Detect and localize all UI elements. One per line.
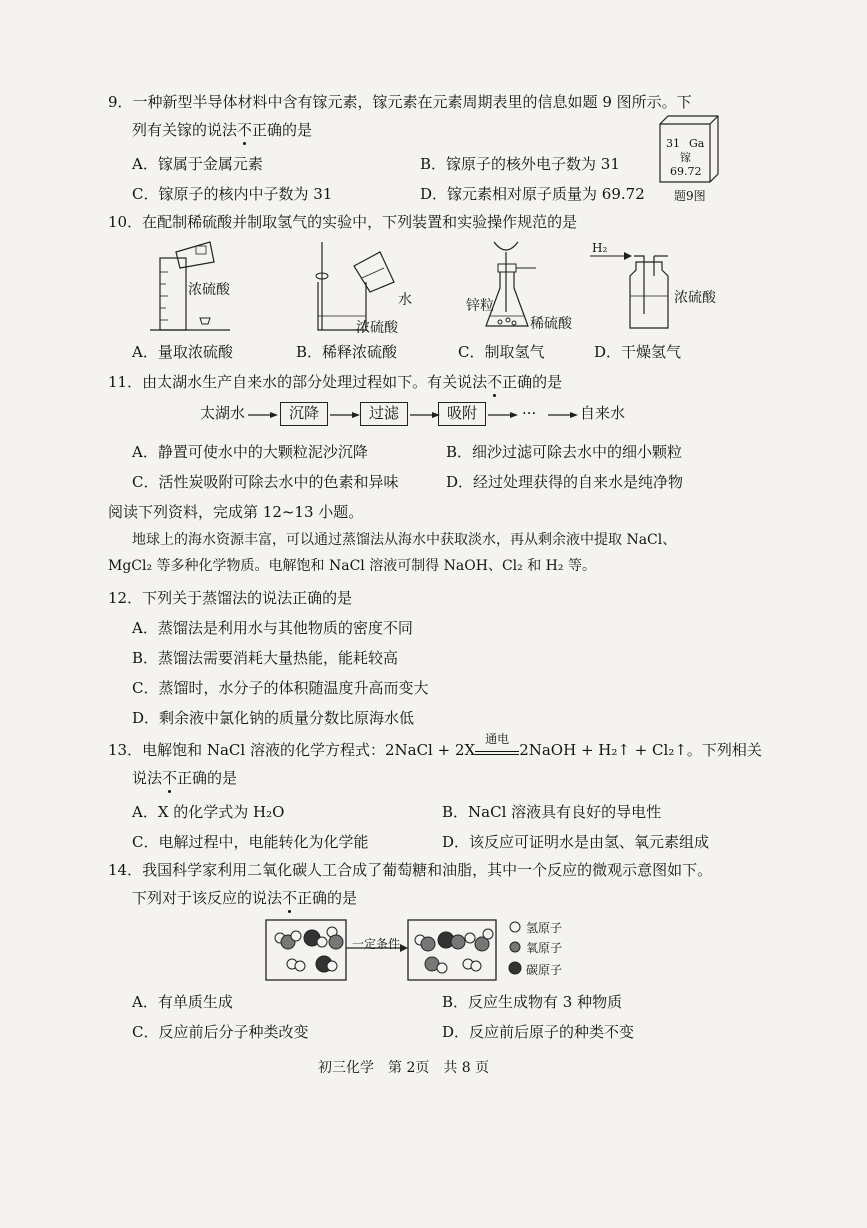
- q9-option-d: D．镓元素相对原子质量为 69.72: [420, 185, 645, 203]
- q9-option-c: C．镓原子的核内中子数为 31: [132, 185, 333, 203]
- q10-option-d: D．干燥氢气: [594, 343, 682, 361]
- q9-stem-line2: 列有关镓的说法不正确的是: [132, 121, 313, 139]
- q14-stem-line1: 14．我国科学家利用二氧化碳人工合成了葡萄糖和油脂，其中一个反应的微观示意图如下。: [108, 861, 713, 879]
- label-conc-acid-3: 浓硫酸: [674, 290, 716, 306]
- q14-option-c: C．反应前后分子种类改变: [132, 1023, 309, 1041]
- flow-end: 自来水: [580, 404, 626, 422]
- q9-option-b: B．镓原子的核外电子数为 31: [420, 155, 620, 173]
- flow-arrow-4: [488, 412, 518, 418]
- reading-para-line1: 地球上的海水资源丰富，可以通过蒸馏法从海水中获取淡水，再从剩余液中提取 NaCl、: [132, 532, 677, 548]
- q11-option-d: D．经过处理获得的自来水是纯净物: [446, 473, 684, 491]
- flow-start: 太湖水: [200, 404, 246, 422]
- reaction-condition-label: 一定条件: [352, 937, 401, 951]
- atom-legend-markers: [508, 920, 522, 980]
- flow-arrow-3: [410, 412, 440, 418]
- page-footer: 初三化学 第 2页 共 8 页: [318, 1060, 490, 1076]
- flow-step-filter: 过滤: [360, 402, 408, 426]
- q13-option-a: A．X 的化学式为 H₂O: [132, 803, 285, 821]
- reaction-condition-arrow: 通电: [475, 742, 519, 755]
- q14-stem-line2: 下列对于该反应的说法不正确的是: [132, 889, 358, 907]
- q11-option-a: A．静置可使水中的大颗粒泥沙沉降: [132, 443, 368, 461]
- q11-option-c: C．活性炭吸附可除去水中的色素和异味: [132, 473, 399, 491]
- q10-option-a: A．量取浓硫酸: [132, 343, 233, 361]
- element-symbol: Ga: [689, 137, 705, 150]
- legend-oxygen: 氧原子: [526, 941, 563, 955]
- q10-option-c: C．制取氢气: [458, 343, 545, 361]
- q10-stem: 10．在配制稀硫酸并制取氢气的实验中，下列装置和实验操作规范的是: [108, 213, 578, 231]
- q13-option-b: B．NaCl 溶液具有良好的导电性: [442, 803, 662, 821]
- q12-stem: 12．下列关于蒸馏法的说法正确的是: [108, 589, 353, 607]
- flow-arrow-2: [330, 412, 360, 418]
- q14-option-d: D．反应前后原子的种类不变: [442, 1023, 635, 1041]
- q12-option-a: A．蒸馏法是利用水与其他物质的密度不同: [132, 619, 413, 637]
- legend-carbon: 碳原子: [526, 963, 563, 977]
- label-conc-acid-1: 浓硫酸: [188, 282, 230, 298]
- flow-arrow-1: [248, 412, 278, 418]
- element-number: 31: [666, 137, 680, 150]
- label-conc-acid-2: 浓硫酸: [356, 320, 398, 336]
- label-h2: H₂: [592, 241, 608, 255]
- label-dilute-acid: 稀硫酸: [530, 316, 572, 332]
- figure-caption: 题9图: [674, 189, 706, 203]
- flow-step-adsorb: 吸附: [438, 402, 486, 426]
- q12-option-b: B．蒸馏法需要消耗大量热能，能耗较高: [132, 649, 399, 667]
- legend-hydrogen: 氢原子: [526, 921, 563, 935]
- q11-stem: 11．由太湖水生产自来水的部分处理过程如下。有关说法不正确的是: [108, 373, 563, 391]
- q10-option-b: B．稀释浓硫酸: [296, 343, 398, 361]
- flow-arrow-5: [548, 412, 578, 418]
- flow-dots: ···: [522, 404, 537, 422]
- q13-option-d: D．该反应可证明水是由氢、氧元素组成: [442, 833, 710, 851]
- q11-option-b: B．细沙过滤可除去水中的细小颗粒: [446, 443, 683, 461]
- label-water: 水: [398, 292, 412, 308]
- flow-step-settle: 沉降: [280, 402, 328, 426]
- q14-option-b: B．反应生成物有 3 种物质: [442, 993, 623, 1011]
- q13-stem-line1: 13．电解饱和 NaCl 溶液的化学方程式：2NaCl + 2X 通电 2NaOH + H₂↑ + Cl₂↑。下列相关: [108, 732, 762, 759]
- element-mass: 69.72: [670, 165, 702, 178]
- label-zinc: 锌粒: [466, 298, 494, 314]
- q12-option-d: D．剩余液中氯化钠的质量分数比原海水低: [132, 709, 415, 727]
- q13-option-c: C．电解过程中，电能转化为化学能: [132, 833, 369, 851]
- reading-para-line2: MgCl₂ 等多种化学物质。电解饱和 NaCl 溶液可制得 NaOH、Cl₂ 和 H₂ 等。: [108, 558, 596, 574]
- q14-option-a: A．有单质生成: [132, 993, 233, 1011]
- q12-option-c: C．蒸馏时，水分子的体积随温度升高而变大: [132, 679, 429, 697]
- q9-option-a: A．镓属于金属元素: [132, 155, 263, 173]
- reading-intro: 阅读下列资料，完成第 12~13 小题。: [108, 503, 364, 521]
- q9-stem-line1: 9．一种新型半导体材料中含有镓元素，镓元素在元素周期表里的信息如题 9 图所示。下: [108, 93, 692, 111]
- q13-stem-line2: 说法不正确的是: [132, 769, 238, 787]
- element-name: 镓: [680, 151, 691, 164]
